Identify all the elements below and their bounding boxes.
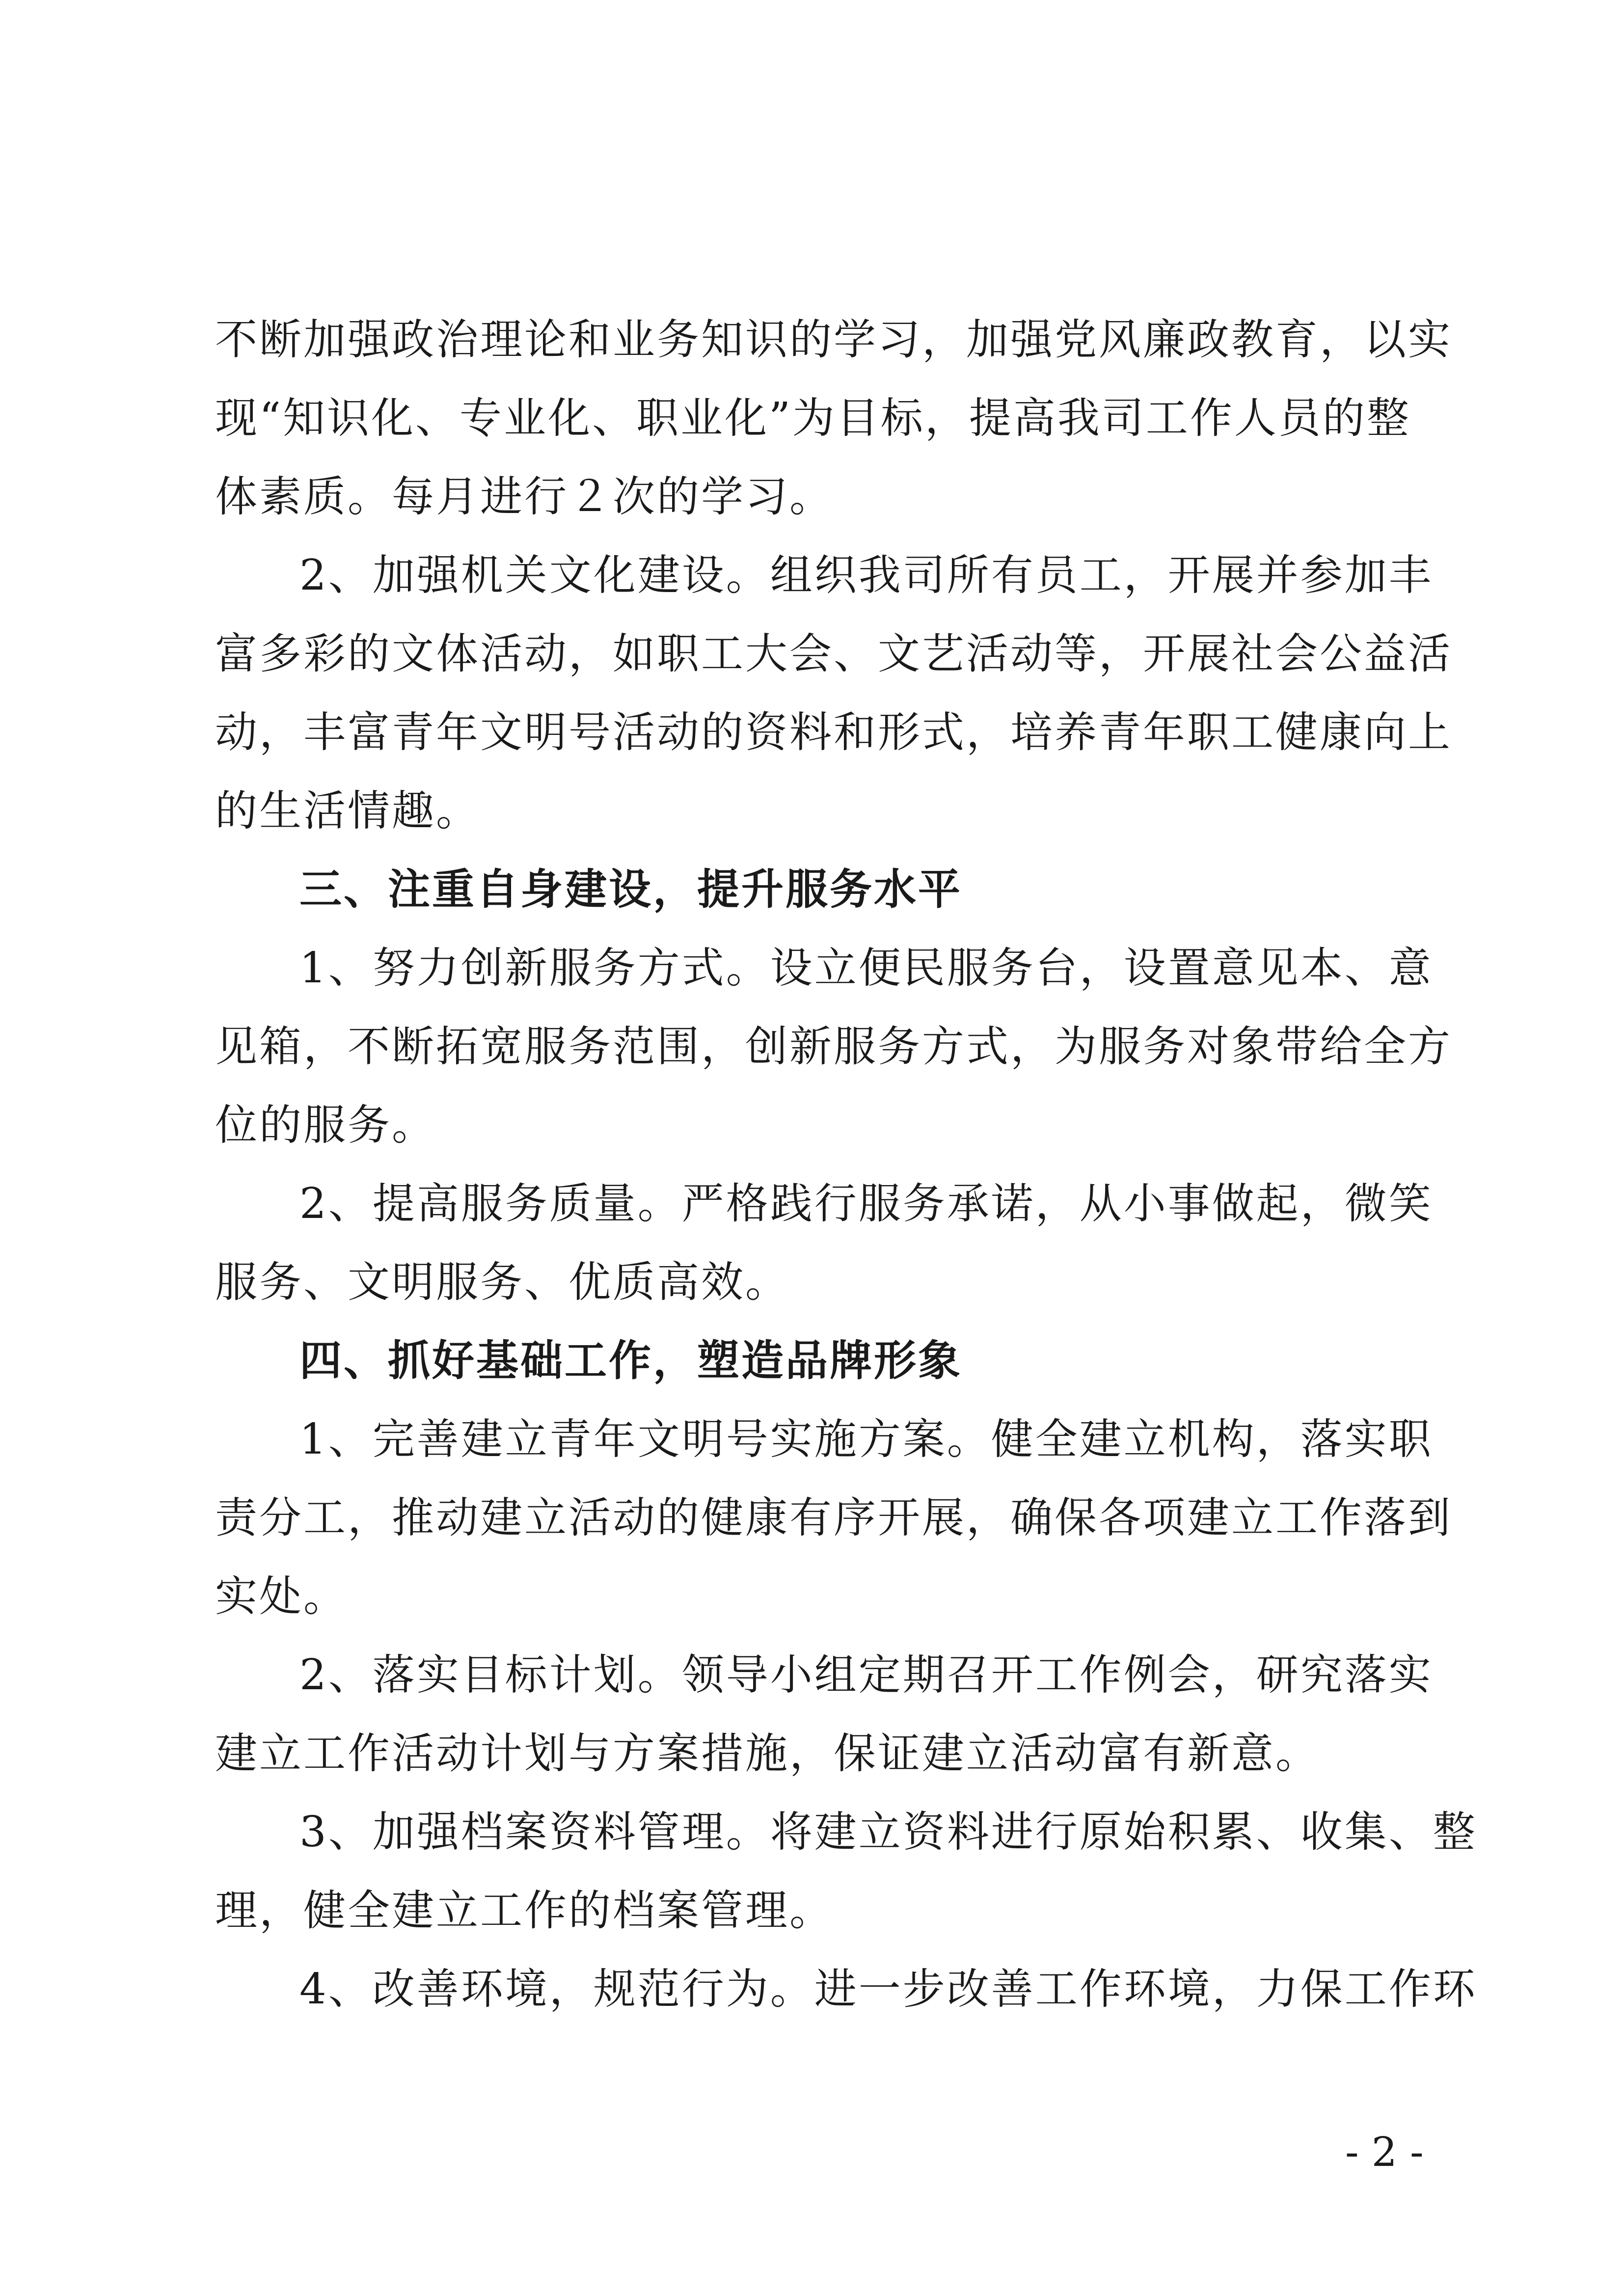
paragraph-start-line: 1、努力创新服务方式。设立便民服务台，设置意见本、意 xyxy=(299,944,1433,993)
body-line: 实处。 xyxy=(215,1572,348,1621)
body-line: 责分工，推动建立活动的健康有序开展，确保各项建立工作落到 xyxy=(215,1493,1452,1542)
body-line: 动，丰富青年文明号活动的资料和形式，培养青年职工健康向上 xyxy=(215,708,1452,757)
paragraph-start-line: 1、完善建立青年文明号实施方案。健全建立机构，落实职 xyxy=(299,1415,1433,1464)
paragraph-start-line: 4、改善环境，规范行为。进一步改善工作环境，力保工作环 xyxy=(299,1965,1477,2014)
body-line: 不断加强政治理论和业务知识的学习，加强党风廉政教育，以实 xyxy=(215,315,1452,364)
paragraph-start-line: 2、落实目标计划。领导小组定期召开工作例会，研究落实 xyxy=(299,1650,1433,1700)
paragraph-start-line: 3、加强档案资料管理。将建立资料进行原始积累、收集、整 xyxy=(299,1808,1477,1857)
body-line: 理，健全建立工作的档案管理。 xyxy=(215,1886,834,1935)
body-line: 富多彩的文体活动，如职工大会、文艺活动等，开展社会公益活 xyxy=(215,629,1452,678)
paragraph-start-line: 2、提高服务质量。严格践行服务承诺，从小事做起，微笑 xyxy=(299,1179,1433,1228)
section-heading: 四、抓好基础工作，塑造品牌形象 xyxy=(299,1336,962,1385)
body-line: 见箱，不断拓宽服务范围，创新服务方式，为服务对象带给全方 xyxy=(215,1022,1452,1071)
section-heading: 三、注重自身建设，提升服务水平 xyxy=(299,864,962,914)
page-number: - 2 - xyxy=(1345,2129,1424,2176)
document-body xyxy=(215,300,1477,2028)
paragraph-start-line: 2、加强机关文化建设。组织我司所有员工，开展并参加丰 xyxy=(299,551,1433,600)
body-line: 位的服务。 xyxy=(215,1101,436,1150)
body-line: 建立工作活动计划与方案措施，保证建立活动富有新意。 xyxy=(215,1729,1320,1778)
body-line: 现“知识化、专业化、职业化”为目标，提高我司工作人员的整 xyxy=(215,394,1411,443)
body-line: 服务、文明服务、优质高效。 xyxy=(215,1258,789,1307)
body-line: 体素质。每月进行２次的学习。 xyxy=(215,472,834,521)
body-line: 的生活情趣。 xyxy=(215,786,480,836)
